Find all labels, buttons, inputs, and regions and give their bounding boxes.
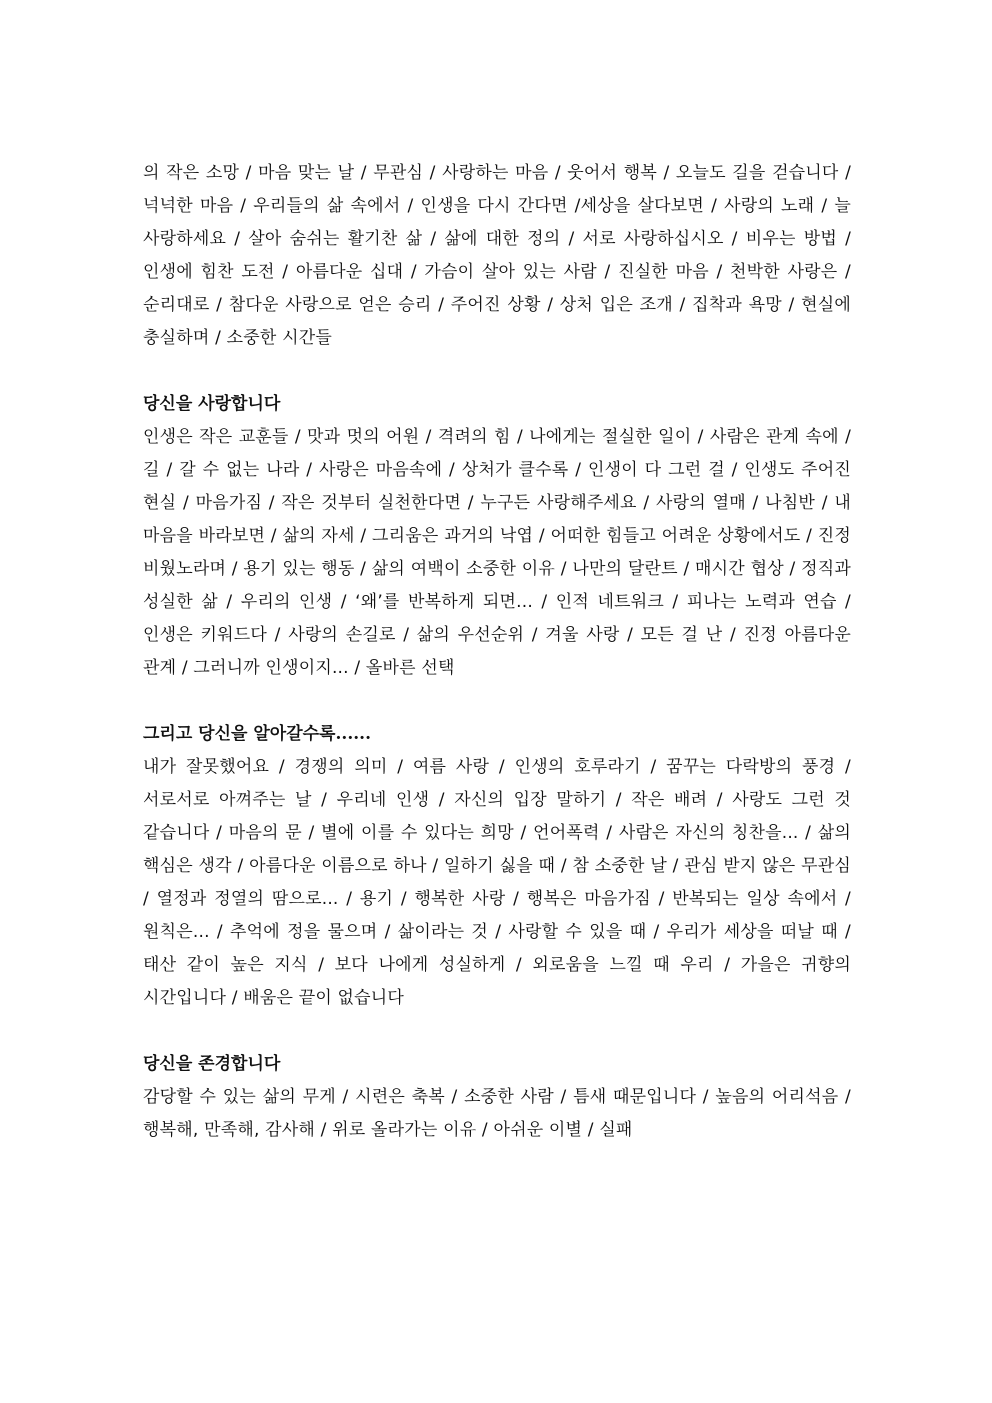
section-heading: 당신을 존경합니다 bbox=[143, 1054, 281, 1074]
section-heading: 그리고 당신을 알아갈수록...... bbox=[143, 724, 371, 744]
document-page bbox=[143, 157, 851, 1147]
section-body: 인생은 작은 교훈들 / 맛과 멋의 어원 / 격려의 힘 / 나에게는 절실한 일이 / 사람은 관계 속에 / 길 / 갈 수 없는 나라 / 사랑은 마음속에 / 상처가 클수록 / 인생이 다 그런 걸 / 인생도 주어진 현실 / 마음가짐 / 작은 것부터 실천한다면 / 누구든 사랑해주세요 / 사랑의 열매 / 나침반 / 내 마음을 바라보면 / 삶의 자세 / 그리움은 과거의 낙엽 / 어떠한 힘들고 어려운 상황에서도 / 진정 비웠노라며 / 용기 있는 행동 / 삶의 여백이 소중한 이유 / 나만의 달란트 / 매시간 협상 / 정직과 성실한 삶 / 우리의 인생 / ‘왜’를 반복하게 되면... / 인적 네트워크 / 피나는 노력과 연습 / 인생은 키워드다 / 사랑의 손길로 / 삶의 우선순위 / 겨울 사랑 / 모든 걸 난 / 진정 아름다운 관계 / 그러니까 인생이지... / 올바른 선택 bbox=[143, 427, 851, 678]
section-body: 의 작은 소망 / 마음 맞는 날 / 무관심 / 사랑하는 마음 / 웃어서 행복 / 오늘도 길을 걷습니다 / 넉넉한 마음 / 우리들의 삶 속에서 / 인생을 다시 간다면 /세상을 살다보면 / 사랑의 노래 / 늘 사랑하세요 / 살아 숨쉬는 활기찬 삶 / 삶에 대한 정의 / 서로 사랑하십시오 / 비우는 방법 / 인생에 힘찬 도전 / 아름다운 십대 / 가슴이 살아 있는 사람 / 진실한 마음 / 천박한 사랑은 / 순리대로 / 참다운 사랑으로 얻은 승리 / 주어진 상황 / 상처 입은 조개 / 집착과 욕망 / 현실에 충실하며 / 소중한 시간들 bbox=[143, 163, 851, 348]
section-body: 감당할 수 있는 삶의 무게 / 시련은 축복 / 소중한 사람 / 틈새 때문입니다 / 높음의 어리석음 / 행복해, 만족해, 감사해 / 위로 올라가는 이유 / 아쉬운 이별 / 실패 bbox=[143, 1087, 851, 1140]
section-heading: 당신을 사랑합니다 bbox=[143, 394, 281, 414]
paragraph-gap bbox=[143, 1015, 851, 1048]
section-body: 내가 잘못했어요 / 경쟁의 의미 / 여름 사랑 / 인생의 호루라기 / 꿈꾸는 다락방의 풍경 / 서로서로 아껴주는 날 / 우리네 인생 / 자신의 입장 말하기 / 작은 배려 / 사랑도 그런 것 같습니다 / 마음의 문 / 별에 이를 수 있다는 희망 / 언어폭력 / 사람은 자신의 칭찬을... / 삶의 핵심은 생각 / 아름다운 이름으로 하나 / 일하기 싫을 때 / 참 소중한 날 / 관심 받지 않은 무관심 / 열정과 정열의 땀으로... / 용기 / 행복한 사랑 / 행복은 마음가짐 / 반복되는 일상 속에서 / 원칙은... / 추억에 정을 물으며 / 삶이라는 것 / 사랑할 수 있을 때 / 우리가 세상을 떠날 때 / 태산 같이 높은 지식 / 보다 나에게 성실하게 / 외로움을 느낄 때 우리 / 가을은 귀향의 시간입니다 / 배움은 끝이 없습니다 bbox=[143, 757, 851, 1008]
paragraph-gap bbox=[143, 685, 851, 718]
paragraph-gap bbox=[143, 355, 851, 388]
